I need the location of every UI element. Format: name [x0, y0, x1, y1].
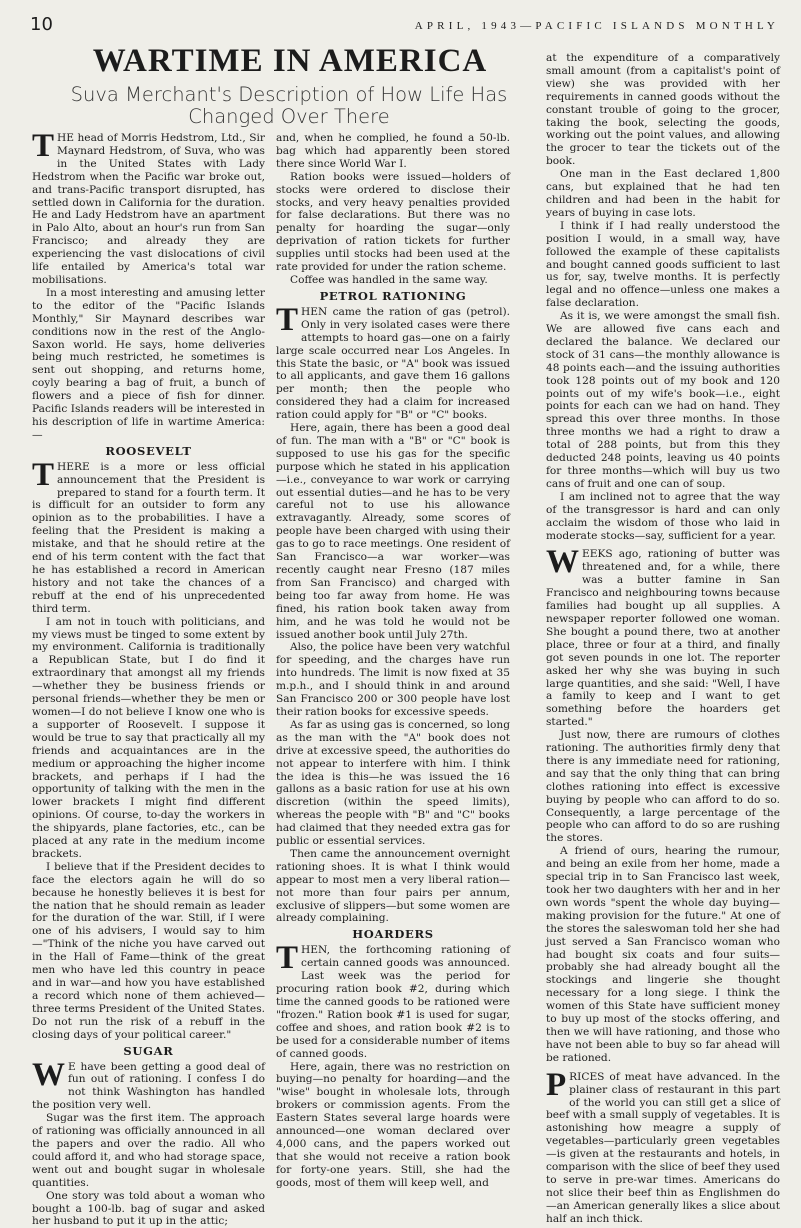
paragraph-text: RICES of meat have advanced. In the plainer class of restaurant in this part of the world you can still get a slice of beef with a small supply of vegetables. It is astonishing how meagre a supply of vegetables—particularly green vegetables—is given at the restaurants and hotels, in comparison with the slice of beef they used to serve in pre-war times. Americans do not slice their beef thin as Englishmen do—an American generally likes a slice about half an inch thick. [546, 1070, 780, 1225]
paragraph [32, 456, 265, 616]
paragraph [546, 544, 780, 729]
article-title: WARTIME IN AMERICA [92, 43, 488, 79]
paragraph: In a most interesting and amusing letter to the editor of the "Pacific Islands Monthly," Sir Maynard describes war conditions now in the rest of the Anglo-Saxon world. He says, home deliveries being much restricted, he sometimes is sent out shopping, and returns home, coyly bearing a bag of fruit, a bunch of flowers and a piece of fish for dinner. Pacific Islands readers will be interested in his description of life in wartime America:— [32, 286, 265, 441]
paragraph: I believe that if the President decides to face the electors again he will do so because he honestly believes it is best for the nation that he should remain as leader for the duration of the war. Still, if I were one of his advisers, I would say to him—"Think of the niche you have carved out in the Hall of Fame—think of the great men who have led this country in peace and in war—and how you have established a record which none of them achieved—three terms President of the United States. Do not run the risk of a rebuff in the closing days of your political career." [32, 860, 265, 1041]
paragraph: I am not in touch with politicians, and my views must be tinged to some extent by my environment. California is traditionally a Republican State, but I do find it extraordinary that amongst all my friends—whether they be business friends or personal friends—whether they be men or women—I do not believe I know one who is a supporter of Roosevelt. I suppose it would be true to say that practically all my friends and acquaintances are in the medium or approaching the higher income brackets, and perhaps if I had the opportunity of talking with the men in the lower brackets I might find different opinions. Of course, to-day the workers in the shipyards, plane factories, etc., can be placed at any rate in the medium income brackets. [32, 615, 265, 860]
paragraph: I am inclined not to agree that the way of the transgressor is hard and can only acclaim the wisdom of those who laid in moderate stocks—say, sufficient for a year. [546, 490, 780, 542]
paragraph: Then came the announcement overnight rationing shoes. It is what I think would appear to most men a very liberal ration—not more than four pairs per annum, exclusive of slippers—but some women are already complaining. [276, 847, 510, 925]
column-2 [276, 132, 510, 1190]
paragraph [546, 1066, 780, 1226]
paragraph-text: HE head of Morris Hedstrom, Ltd., Sir Maynard Hedstrom, of Suva, who was in the United States with Lady Hedstrom when the Pacific war broke out, and trans-Pacific transport disrupted, has settled down in California for the duration. He and Lady Hedstrom have an apartment in Palo Alto, about an hour's run from San Francisco; and already they are experiencing the vast dislocations of civil life entailed by America's total war mobilisations. [32, 132, 265, 286]
paragraph: Just now, there are rumours of clothes rationing. The authorities firmly deny that there is any immediate need for rationing, and say that the only thing that can bring clothes rationing into effect is excessive buying by people who can afford to do so. Consequently, a large percentage of the people who can afford to do so are rushing the stores. [546, 729, 780, 845]
paragraph: at the expenditure of a comparatively small amount (from a capitalist's point of view) she was provided with her requirements in canned goods without the constant trouble of going to the grocer, taking the book, selecting the goods, working out the point values, and allowing the grocer to tear the tickets out of the book. [546, 52, 780, 168]
page-number: 10 [30, 14, 53, 35]
drop-cap: T [32, 128, 55, 164]
paragraph-text: HEN came the ration of gas (petrol). Only in very isolated cases were there attempts to hoard gas—one on a fairly large scale occurred near Los Angeles. In this State the basic, or "A" book was issued to all applicants, and gave them 16 gallons per month; then the people who considered they had a claim for increased ration could apply for "B" or "C" books. [276, 305, 510, 422]
paragraph: Sugar was the first item. The approach of rationing was officially announced in all the papers and over the radio. All who could afford it, and who had storage space, went out and bought sugar in wholesale quantities. [32, 1112, 265, 1189]
paragraph [32, 128, 265, 287]
paragraph-text: HERE is a more or less official announcement that the President is prepared to stand for a fourth term. It is difficult for an outsider to form any opinion as to the probabilities. I have a feeling that the President is making a mistake, and that he should retire at the end of his term content with the fact that he has established a record in American history and not take the chances of a rebuff at the end of his unprecedented third term. [32, 460, 265, 615]
column-1 [32, 128, 265, 1228]
paragraph: One story was told about a woman who bought a 100-lb. bag of sugar and asked her husband to put it up in the attic; [32, 1189, 265, 1228]
paragraph: Here, again, there has been a good deal of fun. The man with a "B" or "C" book is supposed to use his gas for the specific purpose which he stated in his application—i.e., conveyance to war work or carrying out essential duties—and he has to be very careful not to use his allowance extravagantly. Already, some scores of people have been charged with using their gas to go to race meetings. One resident of San Francisco—a war worker—was recently caught near Fresno (187 miles from San Francisco) and charged with being too far away from home. He was fined, his ration book taken away from him, and he was told he would not be issued another book until July 27th. [276, 422, 510, 641]
running-head: APRIL, 1943—PACIFIC ISLANDS MONTHLY [414, 20, 779, 32]
section-heading-roosevelt: ROOSEVELT [105, 443, 192, 458]
section-heading-hoarders: HOARDERS [352, 927, 434, 942]
paragraph [32, 1056, 265, 1113]
paragraph: Here, again, there was no restriction on buying—no penalty for hoarding—and the "wise" bought in wholesale lots, through brokers or commission agents. From the Eastern States several large hoards were announced—one woman declared over 4,000 cans, and the papers worked out that she would not receive a ration book for forty-one years. Still, she had the goods, most of them will keep well, and [276, 1060, 510, 1189]
paragraph-text: EEKS ago, rationing of butter was threatened and, for a while, there was a butter famine in San Francisco and neighbouring towns because families had bought up all supplies. A newspaper reporter followed one woman. She bought a pound there, two at another place, three or four at a third, and finally got seven pounds in one lot. The reporter asked her why she was buying in such large quantities, and she said: "Well, I have a family to keep and I want to get something before the hoarders get started." [546, 548, 780, 729]
paragraph-text: HEN, the forthcoming rationing of certain canned goods was announced. Last week was the period for procuring ration book #2, during which time the canned goods to be rationed were "frozen." Ration book #1 is used for sugar, coffee and shoes, and ration book #2 is to be used for a considerable number of items of canned goods. [276, 944, 510, 1060]
paragraph: One man in the East declared 1,800 cans, but explained that he had ten children and had been in the habit for years of buying in case lots. [546, 168, 780, 219]
section-heading-sugar: SUGAR [123, 1043, 174, 1058]
paragraph: As it is, we were amongst the small fish. We are allowed five cans each and declared the balance. We declared our stock of 31 cans—the monthly allowance is 48 points each—and the issuing authorities took 128 points out of my book and 120 points out of my wife's book—i.e., eight points for each can we had on hand. They spread this over three months. In those three months we had a right to draw a total of 288 points, but from this they deducted 248 points, leaving us 40 points for three months—which will buy us two cans of fruit and one can of soup. [546, 310, 780, 490]
section-heading-petrol-rationing: PETROL RATIONING [319, 288, 467, 303]
drop-cap: T [276, 301, 299, 338]
drop-cap: T [32, 456, 55, 493]
paragraph: Coffee was handled in the same way. [290, 273, 488, 286]
paragraph: Ration books were issued—holders of stocks were ordered to disclose their stocks, and very heavy penalties provided for false declarations. But there was no penalty for hoarding the sugar—only deprivation of ration tickets for further supplies until stocks had been used at the rate provided for under the ration scheme. [276, 170, 510, 274]
paragraph [276, 301, 510, 422]
paragraph: and, when he complied, he found a 50-lb. bag which had apparently been stored there since World War I. [276, 132, 510, 170]
article-subtitle: Suva Merchant's Description of How Life Has Changed Over There [70, 83, 508, 128]
drop-cap: W [546, 544, 579, 581]
paragraph: A friend of ours, hearing the rumour, and being an exile from her home, made a special trip in to San Francisco last week, took her two daughters with her and in her own words "spent the whole day buying—making provision for the future." At one of the stores the saleswoman told her she had just served a San Francisco woman who had bought six coats and four suits—probably she had already bought all the stockings and lingerie she thought necessary for a long siege. I think the women of this State have sufficient money to buy up most of the stocks offering, and then we will have rationing, and those who have not been able to buy so far ahead will be rationed. [546, 845, 780, 1064]
paragraph [276, 940, 510, 1060]
column-3 [546, 52, 780, 1226]
paragraph: I think if I had really understood the position I would, in a small way, have followed the example of these capitalists and bought canned goods sufficient to last us for, say, twelve months. It is perfectly legal and no offence—unless one makes a false declaration. [546, 219, 780, 310]
drop-cap: P [546, 1066, 567, 1103]
paragraph-text: E have been getting a good deal of fun out of rationing. I confess I do not think Washington has handled the position very well. [32, 1060, 265, 1112]
drop-cap: W [32, 1056, 65, 1093]
drop-cap: T [276, 940, 299, 977]
page-header [30, 14, 779, 36]
paragraph: Also, the police have been very watchful for speeding, and the charges have run into hundreds. The limit is now fixed at 35 m.p.h., and I should think in and around San Francisco 200 or 300 people have lost their ration books for excessive speeds. [276, 641, 510, 718]
paragraph: As far as using gas is concerned, so long as the man with the "A" book does not drive at excessive speed, the authorities do not appear to interfere with him. I think the idea is this—he was issued the 16 gallons as a basic ration for use at his own discretion (within the speed limits), whereas the people with "B" and "C" books had claimed that they needed extra gas for public or essential services. [276, 718, 510, 848]
